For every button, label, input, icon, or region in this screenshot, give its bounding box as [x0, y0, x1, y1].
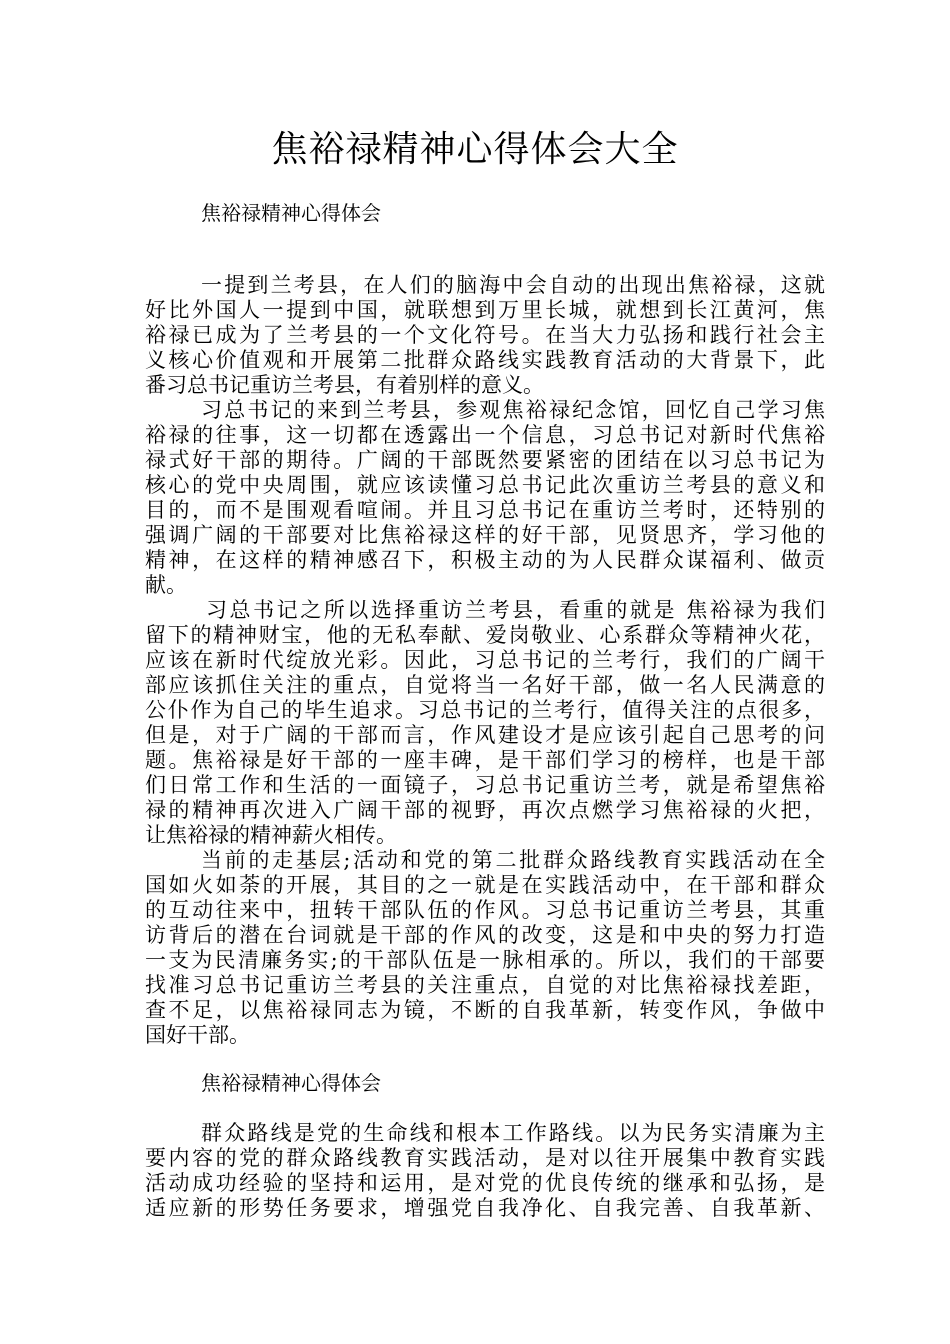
paragraph	[145, 1121, 825, 1221]
text-line: 访背后的潜在台词就是干部的作风的改变，这是和中央的努力打造	[145, 923, 825, 947]
section-heading: 焦裕禄精神心得体会	[201, 201, 381, 225]
text-line: 禄式好干部的期待。广阔的干部既然要紧密的团结在以习总书记为	[145, 448, 825, 472]
text-line: 部应该抓住关注的重点，自觉将当一名好干部，做一名人民满意的	[145, 673, 825, 697]
paragraph	[145, 848, 825, 1048]
text-line: 群众路线是党的生命线和根本工作路线。以为民务实清廉为主	[201, 1121, 825, 1145]
text-line: 精神，在这样的精神感召下，积极主动的为人民群众谋福利、做贡	[145, 548, 825, 572]
text-line: 当前的走基层;活动和党的第二批群众路线教育实践活动在全	[201, 848, 825, 872]
text-line: 目的，而不是围观看喧闹。并且习总书记在重访兰考时，还特别的	[145, 498, 825, 522]
text-line: 番习总书记重访兰考县，有着别样的意义。	[145, 373, 544, 397]
text-line: 一支为民清廉务实;的干部队伍是一脉相承的。所以，我们的干部要	[145, 948, 825, 972]
text-line: 好比外国人一提到中国，就联想到万里长城，就想到长江黄河，焦	[145, 298, 825, 322]
text-line: 应该在新时代绽放光彩。因此，习总书记的兰考行，我们的广阔干	[145, 648, 825, 672]
text-line: 找准习总书记重访兰考县的关注重点，自觉的对比焦裕禄找差距，	[145, 973, 825, 997]
text-line: 让焦裕禄的精神薪火相传。	[145, 823, 397, 847]
text-line: 活动成功经验的坚持和运用，是对党的优良传统的继承和弘扬，是	[145, 1171, 825, 1195]
text-line: 强调广阔的干部要对比焦裕禄这样的好干部，见贤思齐，学习他的	[145, 523, 825, 547]
text-line: 核心的党中央周围，就应该读懂习总书记此次重访兰考县的意义和	[145, 473, 825, 497]
document-title: 焦裕禄精神心得体会大全	[271, 129, 679, 170]
text-line: 献。	[145, 573, 187, 597]
paragraph	[145, 598, 825, 848]
paragraph	[145, 398, 825, 598]
text-line: 查不足，以焦裕禄同志为镜，不断的自我革新，转变作风，争做中	[145, 998, 825, 1022]
text-line: 义核心价值观和开展第二批群众路线实践教育活动的大背景下，此	[145, 348, 825, 372]
text-line: 但是，对于广阔的干部而言，作风建设才是应该引起自己思考的问	[145, 723, 825, 747]
text-line: 裕禄已成为了兰考县的一个文化符号。在当大力弘扬和践行社会主	[145, 323, 825, 347]
section-heading: 焦裕禄精神心得体会	[201, 1071, 381, 1095]
text-line: 裕禄的往事，这一切都在透露出一个信息，习总书记对新时代焦裕	[145, 423, 825, 447]
text-line: 国如火如荼的开展，其目的之一就是在实践活动中，在干部和群众	[145, 873, 825, 897]
text-line: 禄的精神再次进入广阔干部的视野，再次点燃学习焦裕禄的火把，	[145, 798, 825, 822]
text-line: 一提到兰考县，在人们的脑海中会自动的出现出焦裕禄，这就	[201, 273, 825, 297]
text-line: 适应新的形势任务要求，增强党自我净化、自我完善、自我革新、	[145, 1196, 825, 1220]
paragraph	[145, 273, 825, 398]
text-line: 们日常工作和生活的一面镜子，习总书记重访兰考，就是希望焦裕	[145, 773, 825, 797]
text-line: 留下的精神财宝，他的无私奉献、爱岗敬业、心系群众等精神火花，	[145, 623, 825, 647]
text-line: 题。焦裕禄是好干部的一座丰碑，是干部们学习的榜样，也是干部	[145, 748, 825, 772]
text-line: 的互动往来中，扭转干部队伍的作风。习总书记重访兰考县，其重	[145, 898, 825, 922]
text-line: 习总书记的来到兰考县，参观焦裕禄纪念馆，回忆自己学习焦	[201, 398, 825, 422]
text-line: 习总书记之所以选择重访兰考县，看重的就是 焦裕禄为我们	[206, 598, 825, 622]
text-line: 要内容的党的群众路线教育实践活动，是对以往开展集中教育实践	[145, 1146, 825, 1170]
text-line: 公仆作为自己的毕生追求。习总书记的兰考行，值得关注的点很多，	[145, 698, 825, 722]
text-line: 国好干部。	[145, 1023, 250, 1047]
